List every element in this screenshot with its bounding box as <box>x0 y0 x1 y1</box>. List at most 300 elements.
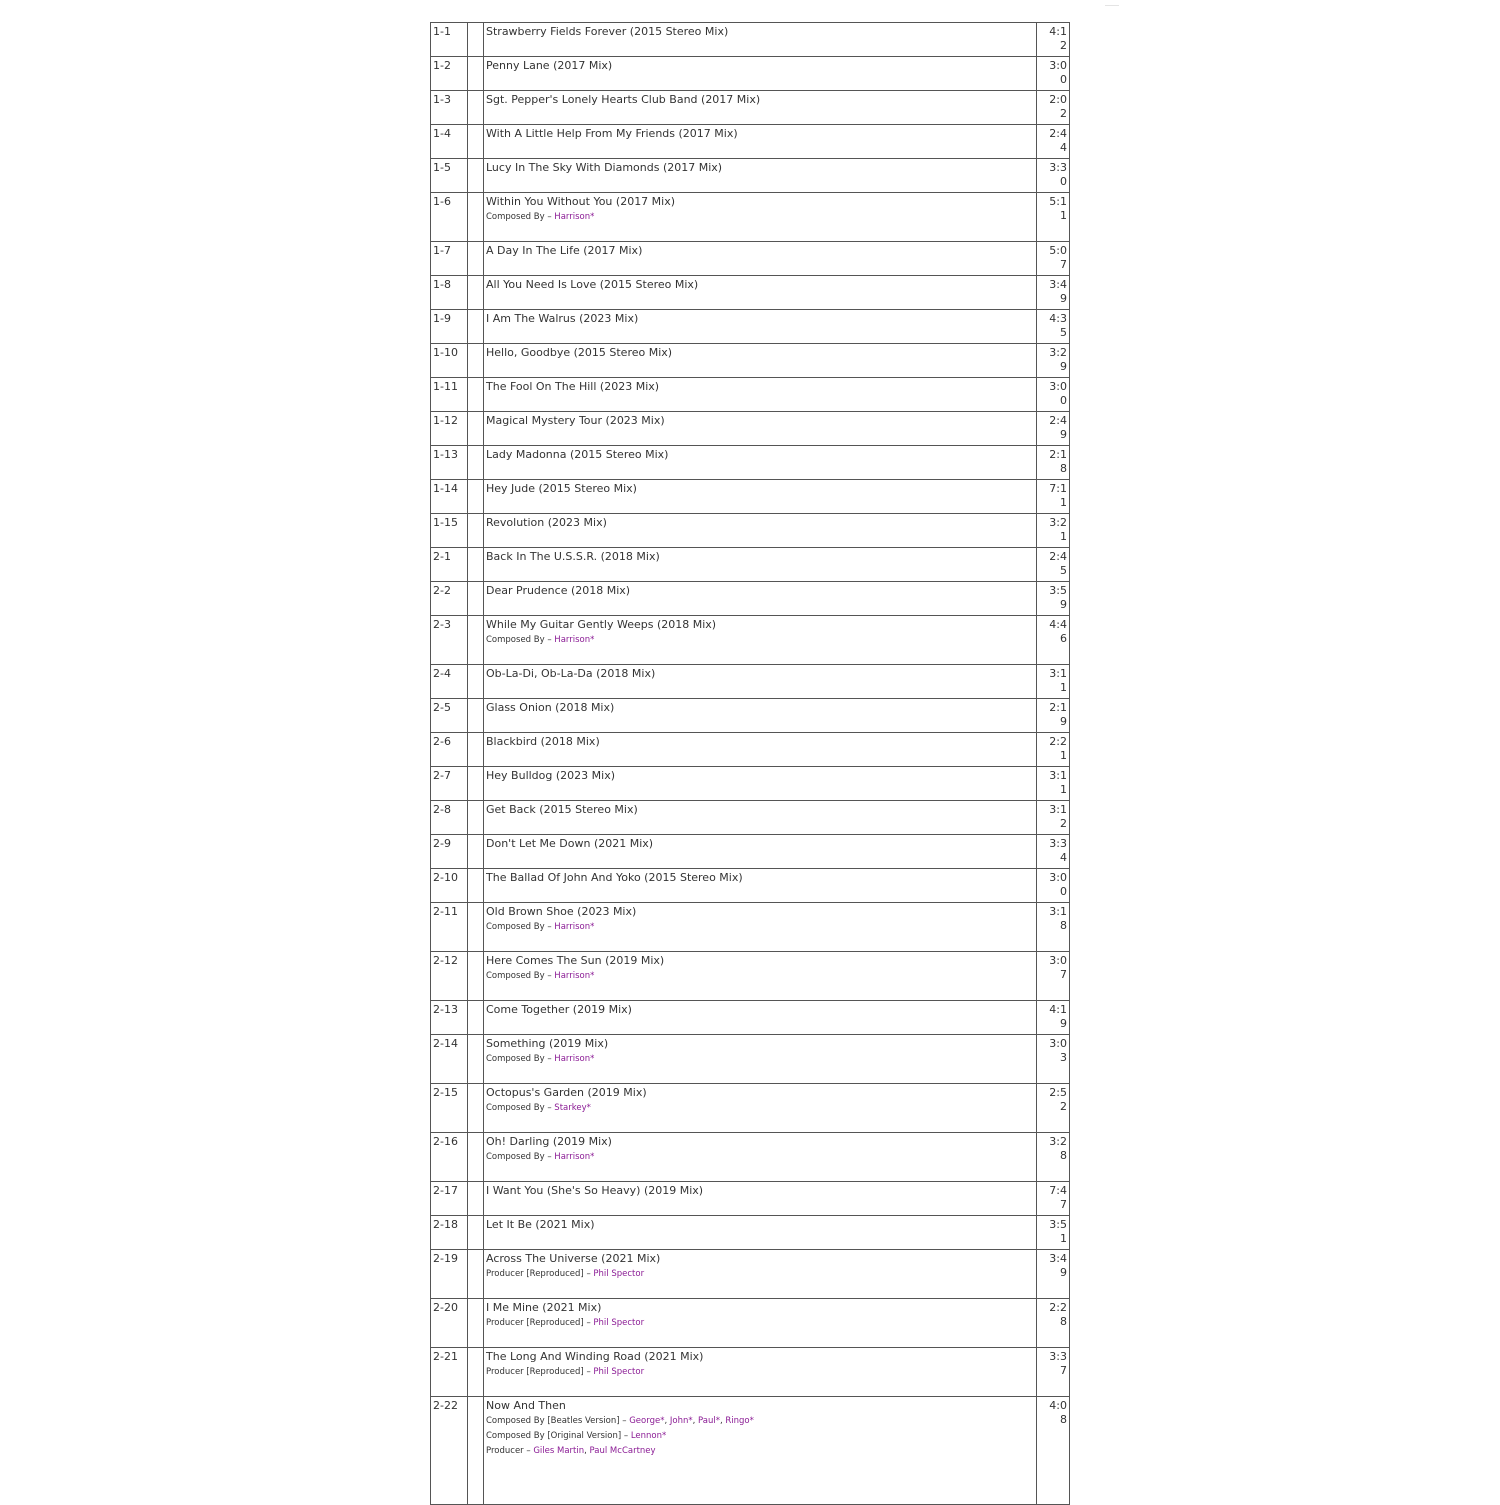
track-position: 1-5 <box>431 159 468 193</box>
track-credit: Composed By – Harrison* <box>486 971 595 981</box>
track-duration-cell <box>1037 903 1070 952</box>
track-duration: 3:49 <box>1049 1252 1067 1279</box>
track-row <box>431 767 1070 801</box>
track-duration-cell <box>1037 767 1070 801</box>
track-position: 2-4 <box>431 665 468 699</box>
credit-role: Composed By <box>486 1152 545 1162</box>
track-row <box>431 91 1070 125</box>
credit-role: Composed By <box>486 212 545 222</box>
credit-role: Producer [Reproduced] <box>486 1318 584 1328</box>
track-title: Old Brown Shoe (2023 Mix) <box>486 905 637 918</box>
track-duration: 4:46 <box>1049 618 1067 645</box>
track-position: 2-9 <box>431 835 468 869</box>
track-title-cell <box>484 952 1037 1001</box>
track-position: 1-11 <box>431 378 468 412</box>
credit-name-link[interactable]: George* <box>629 1416 665 1426</box>
track-row <box>431 548 1070 582</box>
track-position: 2-17 <box>431 1182 468 1216</box>
track-position: 2-14 <box>431 1035 468 1084</box>
track-position: 2-22 <box>431 1397 468 1505</box>
track-title-cell <box>484 310 1037 344</box>
track-duration: 3:00 <box>1049 59 1067 86</box>
track-duration: 3:00 <box>1049 871 1067 898</box>
credit-name-link[interactable]: Starkey* <box>554 1103 591 1113</box>
track-title: Oh! Darling (2019 Mix) <box>486 1135 612 1148</box>
track-duration-cell <box>1037 665 1070 699</box>
track-credit: Composed By – Harrison* <box>486 1152 595 1162</box>
track-duration-cell <box>1037 310 1070 344</box>
credit-role: Composed By <box>486 971 545 981</box>
track-title-cell <box>484 1348 1037 1397</box>
track-duration-cell <box>1037 1397 1070 1505</box>
credit-name-link[interactable]: Harrison* <box>554 635 595 645</box>
track-row <box>431 1182 1070 1216</box>
track-title: The Ballad Of John And Yoko (2015 Stereo Mix) <box>486 871 743 884</box>
track-row <box>431 57 1070 91</box>
track-duration: 3:18 <box>1049 905 1067 932</box>
track-title-cell <box>484 1216 1037 1250</box>
credit-name-link[interactable]: Ringo* <box>725 1416 754 1426</box>
track-duration: 3:07 <box>1049 954 1067 981</box>
track-duration-cell <box>1037 1348 1070 1397</box>
track-duration-cell <box>1037 1133 1070 1182</box>
credit-role: Composed By [Original Version] <box>486 1431 622 1441</box>
track-title: Back In The U.S.S.R. (2018 Mix) <box>486 550 660 563</box>
track-credit: Producer – Giles Martin, Paul McCartney <box>486 1446 656 1456</box>
credit-name-link[interactable]: Harrison* <box>554 212 595 222</box>
track-title: Octopus's Garden (2019 Mix) <box>486 1086 647 1099</box>
track-artist-cell <box>468 1084 484 1133</box>
track-title-cell <box>484 23 1037 57</box>
credit-name-link[interactable]: Harrison* <box>554 971 595 981</box>
track-duration-cell <box>1037 952 1070 1001</box>
track-credit: Composed By – Starkey* <box>486 1103 591 1113</box>
track-duration: 4:19 <box>1049 1003 1067 1030</box>
track-row <box>431 699 1070 733</box>
track-title-cell <box>484 91 1037 125</box>
track-duration: 3:49 <box>1049 278 1067 305</box>
track-position: 1-7 <box>431 242 468 276</box>
track-artist-cell <box>468 1035 484 1084</box>
track-duration-cell <box>1037 1299 1070 1348</box>
track-artist-cell <box>468 616 484 665</box>
track-duration: 2:52 <box>1049 1086 1067 1113</box>
track-artist-cell <box>468 514 484 548</box>
track-title-cell <box>484 1299 1037 1348</box>
track-title: Hello, Goodbye (2015 Stereo Mix) <box>486 346 673 359</box>
track-duration-cell <box>1037 1216 1070 1250</box>
credit-role: Composed By [Beatles Version] <box>486 1416 620 1426</box>
track-position: 1-8 <box>431 276 468 310</box>
track-title-cell <box>484 1133 1037 1182</box>
track-position: 1-14 <box>431 480 468 514</box>
track-title-cell <box>484 616 1037 665</box>
track-duration: 3:12 <box>1049 803 1067 830</box>
credit-name-link[interactable]: Phil Spector <box>593 1318 645 1328</box>
track-title-cell <box>484 869 1037 903</box>
track-row <box>431 1348 1070 1397</box>
track-position: 2-1 <box>431 548 468 582</box>
track-title-cell <box>484 276 1037 310</box>
track-duration-cell <box>1037 514 1070 548</box>
credit-role: Composed By <box>486 922 545 932</box>
track-row <box>431 616 1070 665</box>
track-artist-cell <box>468 582 484 616</box>
track-title-cell <box>484 344 1037 378</box>
track-title: Lady Madonna (2015 Stereo Mix) <box>486 448 669 461</box>
track-title-cell <box>484 446 1037 480</box>
track-title: A Day In The Life (2017 Mix) <box>486 244 643 257</box>
track-title: Within You Without You (2017 Mix) <box>486 195 676 208</box>
track-title: Dear Prudence (2018 Mix) <box>486 584 631 597</box>
track-title-cell <box>484 480 1037 514</box>
track-duration: 3:59 <box>1049 584 1067 611</box>
track-row <box>431 480 1070 514</box>
track-duration-cell <box>1037 548 1070 582</box>
track-title: While My Guitar Gently Weeps (2018 Mix) <box>486 618 717 631</box>
track-duration-cell <box>1037 616 1070 665</box>
track-title-cell <box>484 801 1037 835</box>
track-duration: 2:02 <box>1049 93 1067 120</box>
track-duration-cell <box>1037 1084 1070 1133</box>
track-row <box>431 310 1070 344</box>
track-duration-cell <box>1037 412 1070 446</box>
track-row <box>431 1216 1070 1250</box>
track-row <box>431 193 1070 242</box>
track-duration: 2:44 <box>1049 127 1067 154</box>
track-title-cell <box>484 1035 1037 1084</box>
track-artist-cell <box>468 57 484 91</box>
track-artist-cell <box>468 699 484 733</box>
track-title-cell <box>484 378 1037 412</box>
track-duration: 3:00 <box>1049 380 1067 407</box>
credit-name-link[interactable]: Giles Martin <box>533 1446 585 1456</box>
track-duration-cell <box>1037 1035 1070 1084</box>
track-artist-cell <box>468 1001 484 1035</box>
track-title: I Me Mine (2021 Mix) <box>486 1301 602 1314</box>
track-title: Lucy In The Sky With Diamonds (2017 Mix) <box>486 161 723 174</box>
track-artist-cell <box>468 1133 484 1182</box>
track-position: 2-15 <box>431 1084 468 1133</box>
track-artist-cell <box>468 1250 484 1299</box>
track-duration-cell <box>1037 159 1070 193</box>
credit-name-link[interactable]: Phil Spector <box>593 1367 645 1377</box>
track-artist-cell <box>468 310 484 344</box>
track-duration-cell <box>1037 193 1070 242</box>
track-row <box>431 446 1070 480</box>
track-duration-cell <box>1037 869 1070 903</box>
track-credit: Composed By – Harrison* <box>486 1054 595 1064</box>
track-row <box>431 801 1070 835</box>
track-artist-cell <box>468 548 484 582</box>
track-credit: Composed By – Harrison* <box>486 635 595 645</box>
track-row <box>431 1001 1070 1035</box>
track-title: Here Comes The Sun (2019 Mix) <box>486 954 665 967</box>
track-title: Hey Jude (2015 Stereo Mix) <box>486 482 637 495</box>
track-title: The Long And Winding Road (2021 Mix) <box>486 1350 704 1363</box>
track-duration: 5:11 <box>1049 195 1067 222</box>
track-position: 2-6 <box>431 733 468 767</box>
track-duration: 4:12 <box>1049 25 1067 52</box>
track-title-cell <box>484 514 1037 548</box>
track-title-cell <box>484 125 1037 159</box>
tracklist-container <box>430 22 1070 1505</box>
track-duration-cell <box>1037 733 1070 767</box>
track-row <box>431 378 1070 412</box>
track-title: The Fool On The Hill (2023 Mix) <box>486 380 660 393</box>
track-position: 2-10 <box>431 869 468 903</box>
credit-role: Producer <box>486 1446 524 1456</box>
track-artist-cell <box>468 903 484 952</box>
track-duration: 7:47 <box>1049 1184 1067 1211</box>
track-title: Strawberry Fields Forever (2015 Stereo Mix) <box>486 25 729 38</box>
track-duration: 2:28 <box>1049 1301 1067 1328</box>
tracklist-table <box>430 22 1070 1505</box>
track-position: 2-8 <box>431 801 468 835</box>
track-title: Across The Universe (2021 Mix) <box>486 1252 661 1265</box>
track-row <box>431 23 1070 57</box>
track-duration: 2:19 <box>1049 701 1067 728</box>
track-title-cell <box>484 699 1037 733</box>
track-title-cell <box>484 159 1037 193</box>
track-position: 1-6 <box>431 193 468 242</box>
track-row <box>431 582 1070 616</box>
track-row <box>431 835 1070 869</box>
track-duration-cell <box>1037 57 1070 91</box>
track-title: Revolution (2023 Mix) <box>486 516 607 529</box>
credit-name-link[interactable]: Phil Spector <box>593 1269 645 1279</box>
track-artist-cell <box>468 23 484 57</box>
track-artist-cell <box>468 446 484 480</box>
track-row <box>431 159 1070 193</box>
track-position: 2-5 <box>431 699 468 733</box>
track-duration: 3:51 <box>1049 1218 1067 1245</box>
track-artist-cell <box>468 665 484 699</box>
track-duration: 3:29 <box>1049 346 1067 373</box>
credit-role: Composed By <box>486 1103 545 1113</box>
track-position: 2-2 <box>431 582 468 616</box>
credit-name-link[interactable]: Lennon* <box>630 1431 667 1441</box>
track-row <box>431 242 1070 276</box>
track-credit: Composed By [Beatles Version] – George*, John*, Paul*, Ringo* <box>486 1416 754 1426</box>
track-title-cell <box>484 1001 1037 1035</box>
track-row <box>431 412 1070 446</box>
track-row <box>431 514 1070 548</box>
track-duration-cell <box>1037 835 1070 869</box>
track-artist-cell <box>468 1216 484 1250</box>
track-duration-cell <box>1037 480 1070 514</box>
track-duration: 4:08 <box>1049 1399 1067 1426</box>
track-credit: Composed By [Original Version] – Lennon* <box>486 1431 667 1441</box>
track-title-cell <box>484 835 1037 869</box>
track-artist-cell <box>468 1182 484 1216</box>
track-duration-cell <box>1037 276 1070 310</box>
track-duration-cell <box>1037 91 1070 125</box>
track-title: Get Back (2015 Stereo Mix) <box>486 803 638 816</box>
track-title: With A Little Help From My Friends (2017 Mix) <box>486 127 738 140</box>
track-title: Now And Then <box>486 1399 566 1412</box>
track-title-cell <box>484 733 1037 767</box>
credit-name-link[interactable]: Paul* <box>698 1416 720 1426</box>
track-artist-cell <box>468 412 484 446</box>
track-duration: 3:03 <box>1049 1037 1067 1064</box>
track-duration-cell <box>1037 1250 1070 1299</box>
track-title-cell <box>484 1250 1037 1299</box>
track-duration: 3:37 <box>1049 1350 1067 1377</box>
track-row <box>431 952 1070 1001</box>
track-duration: 2:18 <box>1049 448 1067 475</box>
track-artist-cell <box>468 835 484 869</box>
track-title: Hey Bulldog (2023 Mix) <box>486 769 615 782</box>
track-duration-cell <box>1037 801 1070 835</box>
track-title-cell <box>484 242 1037 276</box>
track-duration: 7:11 <box>1049 482 1067 509</box>
track-duration-cell <box>1037 699 1070 733</box>
track-artist-cell <box>468 952 484 1001</box>
track-position: 1-2 <box>431 57 468 91</box>
track-position: 1-3 <box>431 91 468 125</box>
track-position: 2-20 <box>431 1299 468 1348</box>
track-row <box>431 1084 1070 1133</box>
track-duration: 2:21 <box>1049 735 1067 762</box>
track-title: I Am The Walrus (2023 Mix) <box>486 312 639 325</box>
track-title-cell <box>484 767 1037 801</box>
track-position: 1-13 <box>431 446 468 480</box>
track-title: I Want You (She's So Heavy) (2019 Mix) <box>486 1184 704 1197</box>
track-duration-cell <box>1037 582 1070 616</box>
track-duration: 3:11 <box>1049 667 1067 694</box>
track-artist-cell <box>468 869 484 903</box>
track-position: 2-11 <box>431 903 468 952</box>
credit-role: Producer [Reproduced] <box>486 1367 584 1377</box>
credit-name-link[interactable]: Harrison* <box>554 1054 595 1064</box>
track-row <box>431 1133 1070 1182</box>
track-title: Let It Be (2021 Mix) <box>486 1218 595 1231</box>
track-position: 2-3 <box>431 616 468 665</box>
track-row <box>431 665 1070 699</box>
track-row <box>431 1035 1070 1084</box>
track-title: Glass Onion (2018 Mix) <box>486 701 615 714</box>
credit-role: Composed By <box>486 635 545 645</box>
track-duration-cell <box>1037 446 1070 480</box>
track-credit: Composed By – Harrison* <box>486 212 595 222</box>
track-artist-cell <box>468 480 484 514</box>
track-position: 1-10 <box>431 344 468 378</box>
credit-name-link[interactable]: Paul McCartney <box>589 1446 656 1456</box>
track-row <box>431 1250 1070 1299</box>
track-title-cell <box>484 1084 1037 1133</box>
track-position: 2-19 <box>431 1250 468 1299</box>
tracklist-body <box>431 23 1070 1505</box>
track-title: Come Together (2019 Mix) <box>486 1003 632 1016</box>
track-duration: 2:49 <box>1049 414 1067 441</box>
track-title: Don't Let Me Down (2021 Mix) <box>486 837 654 850</box>
track-artist-cell <box>468 1348 484 1397</box>
track-row <box>431 276 1070 310</box>
track-position: 2-18 <box>431 1216 468 1250</box>
track-credit: Producer [Reproduced] – Phil Spector <box>486 1367 645 1377</box>
credit-name-link[interactable]: John* <box>669 1416 693 1426</box>
track-title: Blackbird (2018 Mix) <box>486 735 600 748</box>
track-artist-cell <box>468 91 484 125</box>
credit-role: Producer [Reproduced] <box>486 1269 584 1279</box>
track-duration-cell <box>1037 1001 1070 1035</box>
track-credit: Producer [Reproduced] – Phil Spector <box>486 1318 645 1328</box>
track-title-cell <box>484 412 1037 446</box>
track-artist-cell <box>468 767 484 801</box>
track-title-cell <box>484 57 1037 91</box>
track-duration-cell <box>1037 125 1070 159</box>
track-artist-cell <box>468 242 484 276</box>
track-artist-cell <box>468 125 484 159</box>
track-title: Penny Lane (2017 Mix) <box>486 59 613 72</box>
track-title-cell <box>484 1182 1037 1216</box>
track-duration-cell <box>1037 23 1070 57</box>
track-title: Magical Mystery Tour (2023 Mix) <box>486 414 665 427</box>
credit-name-link[interactable]: Harrison* <box>554 922 595 932</box>
track-position: 1-4 <box>431 125 468 159</box>
track-row <box>431 1299 1070 1348</box>
track-title: Something (2019 Mix) <box>486 1037 609 1050</box>
track-duration-cell <box>1037 242 1070 276</box>
track-title: All You Need Is Love (2015 Stereo Mix) <box>486 278 699 291</box>
track-position: 2-13 <box>431 1001 468 1035</box>
track-credit: Composed By – Harrison* <box>486 922 595 932</box>
track-artist-cell <box>468 344 484 378</box>
track-position: 1-9 <box>431 310 468 344</box>
track-position: 2-12 <box>431 952 468 1001</box>
track-position: 1-15 <box>431 514 468 548</box>
track-title-cell <box>484 582 1037 616</box>
credit-role: Composed By <box>486 1054 545 1064</box>
track-row <box>431 1397 1070 1505</box>
track-credit: Producer [Reproduced] – Phil Spector <box>486 1269 645 1279</box>
track-title-cell <box>484 193 1037 242</box>
track-artist-cell <box>468 1397 484 1505</box>
track-row <box>431 869 1070 903</box>
track-position: 1-12 <box>431 412 468 446</box>
track-duration: 3:30 <box>1049 161 1067 188</box>
track-position: 2-7 <box>431 767 468 801</box>
track-artist-cell <box>468 159 484 193</box>
track-position: 2-21 <box>431 1348 468 1397</box>
track-artist-cell <box>468 276 484 310</box>
track-artist-cell <box>468 1299 484 1348</box>
track-artist-cell <box>468 378 484 412</box>
track-position: 1-1 <box>431 23 468 57</box>
track-duration: 3:28 <box>1049 1135 1067 1162</box>
track-position: 2-16 <box>431 1133 468 1182</box>
track-title: Ob-La-Di, Ob-La-Da (2018 Mix) <box>486 667 656 680</box>
track-row <box>431 903 1070 952</box>
track-title-cell <box>484 548 1037 582</box>
track-title: Sgt. Pepper's Lonely Hearts Club Band (2017 Mix) <box>486 93 761 106</box>
track-title-cell <box>484 903 1037 952</box>
track-duration: 5:07 <box>1049 244 1067 271</box>
credit-name-link[interactable]: Harrison* <box>554 1152 595 1162</box>
track-title-cell <box>484 1397 1037 1505</box>
track-duration-cell <box>1037 344 1070 378</box>
track-duration: 3:11 <box>1049 769 1067 796</box>
track-duration-cell <box>1037 1182 1070 1216</box>
track-artist-cell <box>468 801 484 835</box>
track-duration: 4:35 <box>1049 312 1067 339</box>
track-artist-cell <box>468 733 484 767</box>
track-row <box>431 344 1070 378</box>
track-duration: 3:21 <box>1049 516 1067 543</box>
track-row <box>431 125 1070 159</box>
track-title-cell <box>484 665 1037 699</box>
